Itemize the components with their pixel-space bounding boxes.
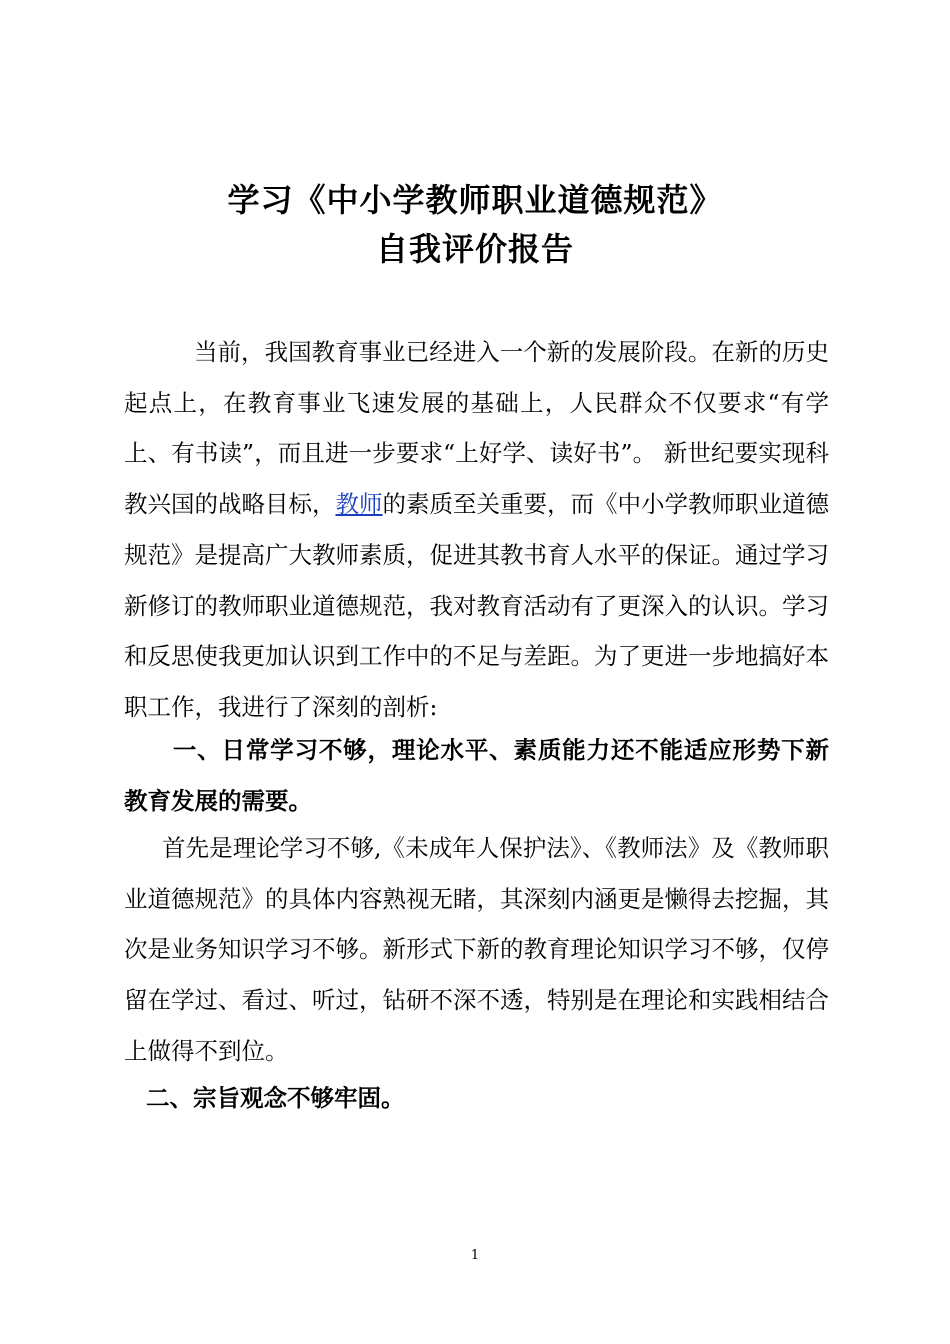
section-heading-1-text: 一、日常学习不够，理论水平、素质能力还不能适应形势下新教育发展的需要。: [124, 736, 829, 815]
intro-text-before-link: 当前，我国教育事业已经进入一个新的发展阶段。在新的历史起点上，在教育事业飞速发展的基础上，人民群众不仅要求“有学上、有书读”，而且进一步要求“上好学、读好书”。 新世纪要实现科教兴国的战略目标，: [124, 338, 829, 519]
intro-paragraph: [124, 327, 829, 733]
section-heading-2: 二、宗旨观念不够牢固。: [146, 1084, 405, 1112]
teacher-hyperlink[interactable]: 教师: [335, 490, 383, 519]
document-title-line-1: 学习《中小学教师职业道德规范》: [227, 181, 723, 219]
intro-text-after-link: 的素质至关重要，而《中小学教师职业道德规范》是提高广大教师素质，促进其教书育人水平的保证。通过学习新修订的教师职业道德规范，我对教育活动有了更深入的认识。学习和反思使我更加认识到工作中的不足与差距。为了更进一步地搞好本职工作，我进行了深刻的剖析:: [124, 490, 829, 721]
section-heading-1: [124, 725, 829, 826]
page-number: 1: [470, 1248, 480, 1263]
section-1-paragraph: [124, 823, 829, 1077]
document-title-line-2: 自我评价报告: [375, 230, 574, 268]
section-1-paragraph-text: 首先是理论学习不够,《未成年人保护法》、《教师法》及《教师职业道德规范》的具体内容熟视无睹，其深刻内涵更是懒得去挖掘，其次是业务知识学习不够。新形式下新的教育理论知识学习不够，仅停留在学过、看过、听过，钻研不深不透，特别是在理论和实践相结合上做得不到位。: [124, 834, 829, 1065]
